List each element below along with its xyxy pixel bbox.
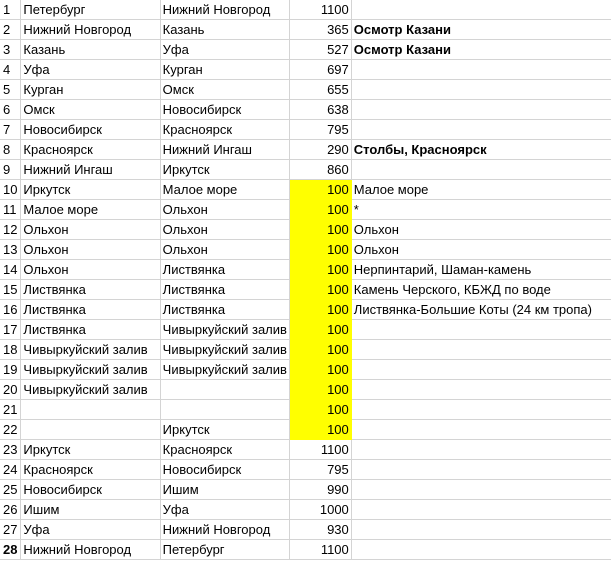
cell-distance[interactable]: 990 [289, 480, 351, 500]
cell-distance[interactable]: 795 [289, 460, 351, 480]
cell-from-city[interactable]: Листвянка [21, 280, 160, 300]
cell-distance[interactable]: 527 [289, 40, 351, 60]
cell-to-city[interactable]: Нижний Новгород [160, 0, 289, 20]
cell-note[interactable] [351, 340, 611, 360]
cell-to-city[interactable]: Малое море [160, 180, 289, 200]
table-row [0, 80, 611, 100]
row-number-cell[interactable]: 17 [0, 320, 21, 340]
cell-note[interactable]: Осмотр Казани [351, 40, 611, 60]
cell-to-city[interactable]: Уфа [160, 40, 289, 60]
cell-to-city[interactable]: Иркутск [160, 160, 289, 180]
cell-from-city[interactable]: Ольхон [21, 260, 160, 280]
cell-note[interactable] [351, 80, 611, 100]
cell-note[interactable] [351, 440, 611, 460]
cell-distance[interactable]: 1100 [289, 440, 351, 460]
cell-to-city[interactable]: Омск [160, 80, 289, 100]
cell-distance[interactable]: 100 [289, 420, 351, 440]
row-number-cell[interactable]: 13 [0, 240, 21, 260]
table-row [0, 200, 611, 220]
cell-distance[interactable]: 655 [289, 80, 351, 100]
cell-note[interactable] [351, 380, 611, 400]
cell-to-city[interactable]: Чивыркуйский залив [160, 360, 289, 380]
cell-from-city[interactable] [21, 400, 160, 420]
cell-to-city[interactable]: Листвянка [160, 260, 289, 280]
row-number-cell[interactable]: 16 [0, 300, 21, 320]
cell-to-city[interactable]: Новосибирск [160, 460, 289, 480]
cell-from-city[interactable]: Омск [21, 100, 160, 120]
row-number-cell[interactable]: 8 [0, 140, 21, 160]
cell-distance[interactable]: 930 [289, 520, 351, 540]
cell-note[interactable]: Малое море [351, 180, 611, 200]
table-row [0, 100, 611, 120]
cell-from-city[interactable]: Красноярск [21, 460, 160, 480]
cell-distance[interactable]: 1000 [289, 500, 351, 520]
cell-from-city[interactable]: Чивыркуйский залив [21, 380, 160, 400]
table-row [0, 220, 611, 240]
cell-to-city[interactable]: Листвянка [160, 300, 289, 320]
cell-to-city[interactable]: Курган [160, 60, 289, 80]
cell-to-city[interactable]: Красноярск [160, 440, 289, 460]
cell-note[interactable]: Столбы, Красноярск [351, 140, 611, 160]
cell-distance[interactable]: 100 [289, 400, 351, 420]
row-number-cell[interactable]: 12 [0, 220, 21, 240]
cell-to-city[interactable] [160, 400, 289, 420]
cell-distance[interactable]: 100 [289, 280, 351, 300]
cell-from-city[interactable] [21, 420, 160, 440]
cell-to-city[interactable]: Чивыркуйский залив [160, 320, 289, 340]
cell-from-city[interactable]: Нижний Новгород [21, 20, 160, 40]
row-number-cell[interactable]: 24 [0, 460, 21, 480]
cell-note[interactable]: Ольхон [351, 240, 611, 260]
cell-note[interactable] [351, 520, 611, 540]
row-number-cell[interactable]: 1 [0, 0, 21, 20]
cell-distance[interactable]: 100 [289, 240, 351, 260]
row-number-cell[interactable]: 2 [0, 20, 21, 40]
cell-from-city[interactable]: Малое море [21, 200, 160, 220]
cell-distance[interactable]: 1100 [289, 540, 351, 560]
cell-distance[interactable]: 100 [289, 180, 351, 200]
row-number-cell[interactable]: 6 [0, 100, 21, 120]
table-row [0, 440, 611, 460]
cell-distance[interactable]: 100 [289, 320, 351, 340]
row-number-cell[interactable]: 19 [0, 360, 21, 380]
cell-note[interactable] [351, 420, 611, 440]
table-row [0, 380, 611, 400]
cell-to-city[interactable]: Ишим [160, 480, 289, 500]
cell-from-city[interactable]: Иркутск [21, 180, 160, 200]
table-row [0, 520, 611, 540]
cell-from-city[interactable]: Нижний Ингаш [21, 160, 160, 180]
table-row [0, 40, 611, 60]
cell-from-city[interactable]: Ольхон [21, 240, 160, 260]
cell-note[interactable] [351, 60, 611, 80]
cell-note[interactable] [351, 500, 611, 520]
cell-to-city[interactable]: Красноярск [160, 120, 289, 140]
table-row [0, 240, 611, 260]
row-number-cell[interactable]: 26 [0, 500, 21, 520]
cell-note[interactable]: * [351, 200, 611, 220]
cell-distance[interactable]: 100 [289, 300, 351, 320]
cell-distance[interactable]: 795 [289, 120, 351, 140]
cell-from-city[interactable]: Уфа [21, 520, 160, 540]
cell-to-city[interactable]: Уфа [160, 500, 289, 520]
row-number-cell[interactable]: 10 [0, 180, 21, 200]
table-row [0, 420, 611, 440]
cell-from-city[interactable]: Листвянка [21, 300, 160, 320]
cell-from-city[interactable]: Нижний Новгород [21, 540, 160, 560]
cell-note[interactable]: Ольхон [351, 220, 611, 240]
row-number-cell[interactable]: 27 [0, 520, 21, 540]
cell-distance[interactable]: 100 [289, 220, 351, 240]
table-row [0, 280, 611, 300]
cell-note[interactable]: Листвянка-Большие Коты (24 км тропа) [351, 300, 611, 320]
cell-note[interactable] [351, 540, 611, 560]
cell-to-city[interactable]: Нижний Ингаш [160, 140, 289, 160]
table-row [0, 360, 611, 380]
cell-from-city[interactable]: Уфа [21, 60, 160, 80]
cell-to-city[interactable]: Чивыркуйский залив [160, 340, 289, 360]
table-row [0, 460, 611, 480]
row-number-cell[interactable]: 22 [0, 420, 21, 440]
cell-from-city[interactable]: Ишим [21, 500, 160, 520]
table-row [0, 60, 611, 80]
table-row [0, 300, 611, 320]
cell-from-city[interactable]: Новосибирск [21, 480, 160, 500]
row-number-cell[interactable]: 15 [0, 280, 21, 300]
cell-note[interactable] [351, 480, 611, 500]
cell-note[interactable]: Камень Черского, КБЖД по воде [351, 280, 611, 300]
row-number-cell[interactable]: 11 [0, 200, 21, 220]
row-number-cell[interactable]: 14 [0, 260, 21, 280]
cell-distance[interactable]: 365 [289, 20, 351, 40]
row-number-cell[interactable]: 4 [0, 60, 21, 80]
table-row [0, 540, 611, 560]
cell-from-city[interactable]: Листвянка [21, 320, 160, 340]
cell-to-city[interactable] [160, 380, 289, 400]
row-number-cell[interactable]: 3 [0, 40, 21, 60]
row-number-cell[interactable]: 20 [0, 380, 21, 400]
cell-from-city[interactable]: Новосибирск [21, 120, 160, 140]
cell-distance[interactable]: 638 [289, 100, 351, 120]
cell-to-city[interactable]: Ольхон [160, 240, 289, 260]
table-row [0, 180, 611, 200]
row-number-cell[interactable]: 18 [0, 340, 21, 360]
table-row [0, 0, 611, 20]
cell-note[interactable] [351, 460, 611, 480]
table-row [0, 500, 611, 520]
cell-distance[interactable]: 860 [289, 160, 351, 180]
cell-to-city[interactable]: Ольхон [160, 220, 289, 240]
row-number-cell[interactable]: 21 [0, 400, 21, 420]
table-row [0, 480, 611, 500]
table-row [0, 20, 611, 40]
cell-note[interactable]: Осмотр Казани [351, 20, 611, 40]
cell-from-city[interactable]: Курган [21, 80, 160, 100]
cell-note[interactable]: Нерпинтарий, Шаман-камень [351, 260, 611, 280]
cell-distance[interactable]: 100 [289, 200, 351, 220]
cell-distance[interactable]: 100 [289, 340, 351, 360]
cell-from-city[interactable]: Чивыркуйский залив [21, 360, 160, 380]
cell-note[interactable] [351, 120, 611, 140]
cell-distance[interactable]: 290 [289, 140, 351, 160]
row-number-cell[interactable]: 23 [0, 440, 21, 460]
table-row [0, 120, 611, 140]
cell-note[interactable] [351, 400, 611, 420]
cell-distance[interactable]: 100 [289, 360, 351, 380]
cell-note[interactable] [351, 360, 611, 380]
cell-to-city[interactable]: Нижний Новгород [160, 520, 289, 540]
table-row [0, 400, 611, 420]
cell-to-city[interactable]: Петербург [160, 540, 289, 560]
row-number-cell[interactable]: 25 [0, 480, 21, 500]
row-number-cell[interactable]: 28 [0, 540, 21, 560]
cell-from-city[interactable]: Ольхон [21, 220, 160, 240]
row-number-cell[interactable]: 5 [0, 80, 21, 100]
row-number-cell[interactable]: 7 [0, 120, 21, 140]
cell-to-city[interactable]: Казань [160, 20, 289, 40]
cell-note[interactable] [351, 160, 611, 180]
cell-to-city[interactable]: Ольхон [160, 200, 289, 220]
cell-from-city[interactable]: Иркутск [21, 440, 160, 460]
cell-from-city[interactable]: Казань [21, 40, 160, 60]
cell-from-city[interactable]: Чивыркуйский залив [21, 340, 160, 360]
cell-from-city[interactable]: Петербург [21, 0, 160, 20]
table-row [0, 160, 611, 180]
table-row [0, 340, 611, 360]
table-row [0, 140, 611, 160]
cell-to-city[interactable]: Листвянка [160, 280, 289, 300]
cell-to-city[interactable]: Иркутск [160, 420, 289, 440]
cell-distance[interactable]: 100 [289, 380, 351, 400]
table-row [0, 320, 611, 340]
table-row [0, 260, 611, 280]
cell-note[interactable] [351, 0, 611, 20]
cell-distance[interactable]: 100 [289, 260, 351, 280]
cell-distance[interactable]: 1100 [289, 0, 351, 20]
cell-distance[interactable]: 697 [289, 60, 351, 80]
cell-to-city[interactable]: Новосибирск [160, 100, 289, 120]
cell-note[interactable] [351, 320, 611, 340]
cell-note[interactable] [351, 100, 611, 120]
cell-from-city[interactable]: Красноярск [21, 140, 160, 160]
row-number-cell[interactable]: 9 [0, 160, 21, 180]
